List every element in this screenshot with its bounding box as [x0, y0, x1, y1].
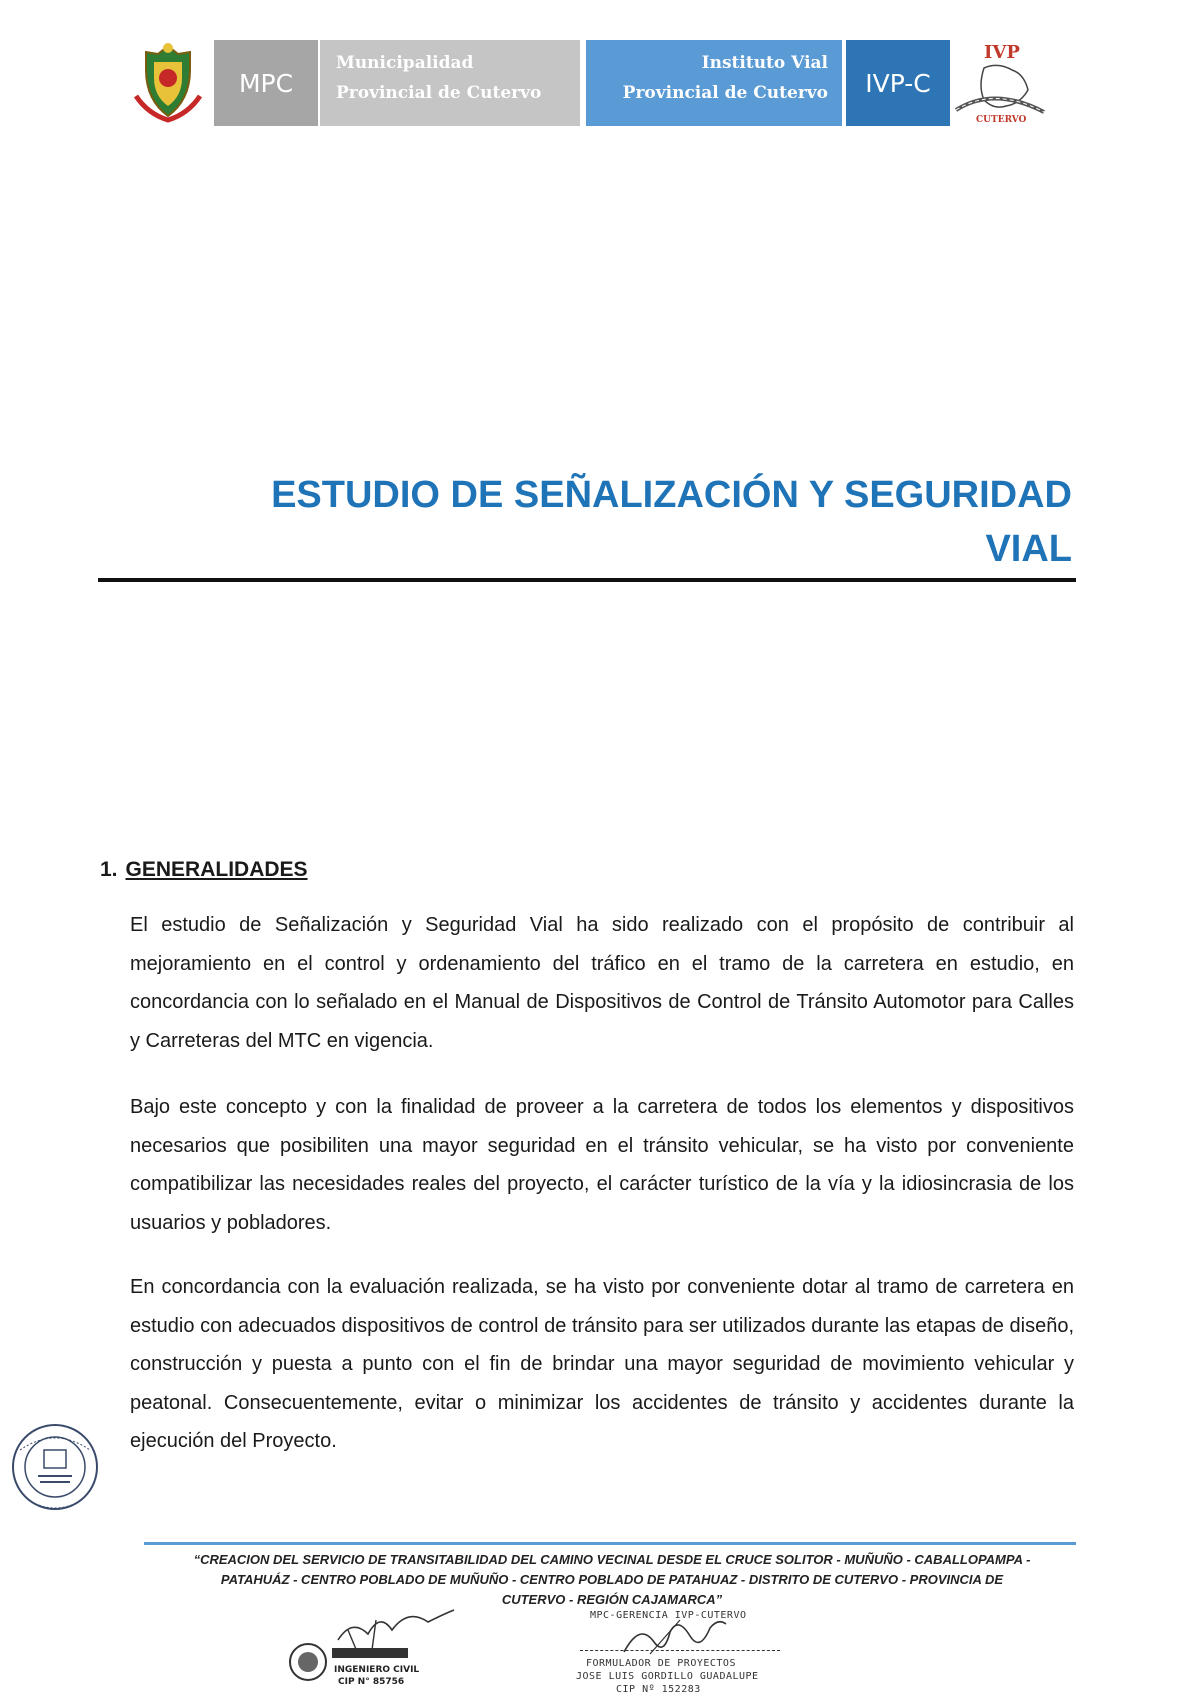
- ivp-logo-icon: [954, 40, 1050, 126]
- municipality-crest-icon: [128, 40, 208, 126]
- paragraph-3: En concordancia con la evaluación realizada, se ha visto por conveniente dotar al tramo de carretera en estudio con adecuados dispositivos de control de tránsito para ser utilizados durante las etapas de diseño, construcción y puesta a punto con el fin de brindar una mayor seguridad de movimiento vehicular y peatonal. Consecuentemente, evitar o minimizar los accidentes de tránsito y accidentes durante la ejecución del Proyecto.: [130, 1276, 1074, 1452]
- municipality-box: [320, 40, 580, 126]
- municipality-line2: Provincial de Cutervo: [336, 83, 542, 103]
- institute-seal-icon: [8, 1420, 102, 1514]
- left-stamp-line1: INGENIERO CIVIL: [334, 1665, 420, 1675]
- ivpc-box: [846, 40, 950, 126]
- ivpc-label: IVP-C: [865, 68, 931, 98]
- section-heading: [100, 858, 308, 882]
- document-title: [150, 468, 1072, 576]
- project-line1: “CREACION DEL SERVICIO DE TRANSITABILIDAD DEL CAMINO VECINAL DESDE EL CRUCE SOLITOR - MUÑUÑO - CABALLOPAMPA -: [193, 1552, 1031, 1567]
- project-line3: CUTERVO - REGIÓN CAJAMARCA”: [501, 1592, 723, 1607]
- institute-box: [586, 40, 842, 126]
- institute-line1: Instituto Vial: [701, 53, 828, 73]
- section-number: 1.: [100, 858, 118, 881]
- paragraph-1: El estudio de Señalización y Seguridad Vial ha sido realizado con el propósito de contribuir al mejoramiento en el control y ordenamiento del tráfico en el tramo de la carretera en estudio, en concordancia con lo señalado en el Manual de Dispositivos de Control de Tránsito Automotor para Calles y Carreteras del MTC en vigencia.: [130, 914, 1074, 1052]
- engineer-signature-stamp-icon: [288, 1600, 458, 1696]
- municipality-line1: Municipalidad: [336, 53, 474, 73]
- project-line2: PATAHUÁZ - CENTRO POBLADO DE MUÑUÑO - CENTRO POBLADO DE PATAHUAZ - DISTRITO DE CUTERVO - PROVINCIA DE: [220, 1572, 1004, 1587]
- document-header: [0, 0, 1200, 140]
- footer-divider: [144, 1542, 1076, 1545]
- title-divider: [98, 578, 1076, 582]
- formulator-signature-icon: [620, 1612, 730, 1662]
- institute-line2: Provincial de Cutervo: [622, 83, 828, 103]
- right-stamp-name: JOSE LUIS GORDILLO GUADALUPE: [576, 1671, 759, 1682]
- ivp-logo-text: IVP: [984, 42, 1020, 63]
- title-line1: ESTUDIO DE SEÑALIZACIÓN Y SEGURIDAD: [271, 474, 1072, 516]
- section-heading-text: GENERALIDADES: [125, 858, 308, 881]
- right-stamp-role: FORMULADOR DE PROYECTOS: [586, 1658, 736, 1669]
- title-line2: VIAL: [985, 528, 1072, 570]
- mpc-box: [214, 40, 318, 126]
- ivp-logo-subtext: CUTERVO: [976, 115, 1027, 125]
- right-stamp-header: MPC-GERENCIA IVP-CUTERVO: [590, 1610, 747, 1621]
- signature-line: [580, 1650, 780, 1651]
- paragraph-2: Bajo este concepto y con la finalidad de proveer a la carretera de todos los elementos y dispositivos necesarios que posibiliten una mayor seguridad en el tránsito vehicular, se ha visto por conveniente compatibilizar las necesidades reales del proyecto, el carácter turístico de la vía y la idiosincrasia de los usuarios y pobladores.: [130, 1096, 1074, 1234]
- left-stamp-line2: CIP N° 85756: [338, 1677, 405, 1687]
- mpc-label: MPC: [238, 68, 294, 98]
- right-stamp-cip: CIP Nº 152283: [616, 1684, 701, 1695]
